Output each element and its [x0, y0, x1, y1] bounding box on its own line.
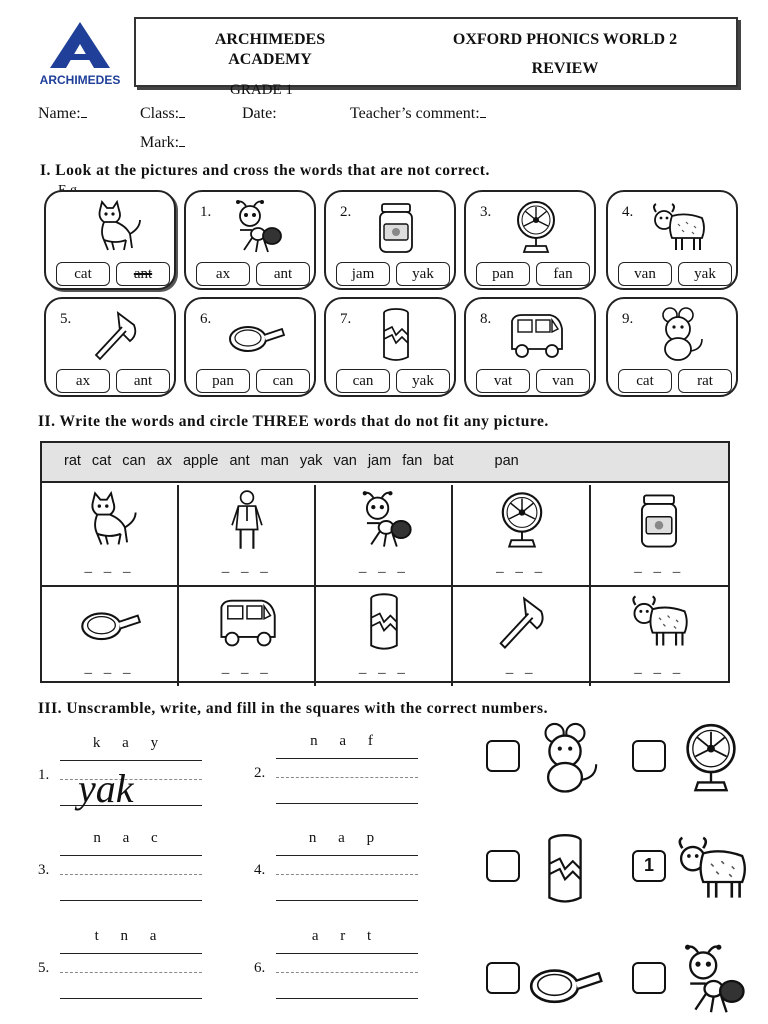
word-table	[40, 441, 730, 683]
word-card	[44, 190, 176, 290]
triangle-logo-icon	[28, 20, 132, 70]
class-field[interactable]	[140, 105, 185, 123]
section3-title: III. Unscramble, write, and fill in the squares with the correct numbers.	[38, 700, 548, 717]
writing-line[interactable]	[60, 953, 202, 954]
card-number: 7.	[340, 311, 352, 327]
number-square[interactable]: 1	[632, 850, 666, 882]
scrambled-letters: n a f	[310, 733, 382, 749]
rat-picture-icon	[648, 305, 708, 365]
card-number: 4.	[622, 204, 634, 220]
rat-picture-icon	[526, 720, 604, 798]
word-card	[606, 190, 738, 290]
writing-guide	[60, 874, 202, 875]
number-square[interactable]	[486, 740, 520, 772]
section1-title: I. Look at the pictures and cross the words that are not correct.	[40, 162, 490, 179]
scrambled-letters: k a y	[92, 735, 168, 751]
number-square[interactable]	[632, 740, 666, 772]
van-picture-icon	[215, 590, 279, 654]
card-number: 6.	[200, 311, 212, 327]
can-picture-icon	[526, 830, 604, 908]
review-label: REVIEW	[531, 60, 599, 77]
can-picture-icon	[366, 305, 426, 365]
scrambled-letters: n a p	[308, 830, 384, 846]
word-bank-item[interactable]: can	[122, 453, 146, 469]
word-card	[184, 190, 316, 290]
word-option[interactable]: ax	[56, 369, 110, 393]
pan-picture-icon	[526, 942, 604, 1020]
mark-field[interactable]	[140, 134, 185, 152]
word-card	[606, 297, 738, 397]
word-option[interactable]: yak	[396, 262, 450, 286]
mark-label: Mark:	[140, 134, 180, 151]
scrambled-letters: t n a	[94, 928, 166, 944]
writing-guide	[276, 777, 418, 778]
card-number: 1.	[200, 204, 212, 220]
writing-line[interactable]	[276, 855, 418, 856]
word-bank-item[interactable]: ant	[229, 453, 250, 469]
school-logo	[28, 20, 132, 87]
date-field[interactable]	[242, 105, 277, 123]
scrambled-letters: n a c	[93, 830, 167, 846]
word-card	[184, 297, 316, 397]
question-number: 3.	[38, 862, 50, 878]
word-option[interactable]: yak	[396, 369, 450, 393]
word-bank-item[interactable]: yak	[299, 453, 323, 469]
van-picture-icon	[506, 305, 566, 365]
writing-line[interactable]	[276, 953, 418, 954]
school-name: ARCHIMEDES ACADEMY	[214, 31, 326, 68]
word-option[interactable]: can	[336, 369, 390, 393]
answer-blank[interactable]: _ _ _	[634, 660, 685, 676]
scrambled-letters: a r t	[311, 928, 381, 944]
word-card	[464, 297, 596, 397]
word-bank-item[interactable]: apple	[182, 453, 219, 469]
card-number: 5.	[60, 311, 72, 327]
word-card	[324, 297, 456, 397]
yak-picture-icon	[648, 198, 708, 258]
fan-picture-icon	[506, 198, 566, 258]
word-card	[464, 190, 596, 290]
word-option[interactable]: cat	[618, 369, 672, 393]
ant-picture-icon	[226, 198, 286, 258]
writing-line[interactable]	[276, 803, 418, 804]
word-bank-item[interactable]: pan	[494, 453, 519, 469]
date-label: Date:	[242, 105, 277, 122]
word-bank-item[interactable]: bat	[433, 453, 454, 469]
word-bank	[64, 453, 530, 469]
number-square[interactable]	[486, 850, 520, 882]
word-card	[44, 297, 176, 397]
writing-line[interactable]	[60, 900, 202, 901]
pan-picture-icon	[78, 590, 142, 654]
writing-line[interactable]	[60, 760, 202, 761]
pan-picture-icon	[226, 305, 286, 365]
picture-cell	[179, 485, 316, 585]
picture-cell	[42, 485, 179, 585]
man-picture-icon	[215, 489, 279, 553]
comment-field[interactable]	[350, 105, 486, 123]
word-card	[324, 190, 456, 290]
comment-label: Teacher’s comment:	[350, 105, 480, 122]
picture-cell	[316, 586, 453, 686]
question-number: 4.	[254, 862, 266, 878]
question-number: 6.	[254, 960, 266, 976]
picture-cell	[179, 586, 316, 686]
word-bank-item[interactable]: fan	[402, 453, 423, 469]
word-option[interactable]: yak	[678, 262, 732, 286]
question-number: 2.	[254, 765, 266, 781]
word-option[interactable]: vat	[476, 369, 530, 393]
question-number: 1.	[38, 767, 50, 783]
word-option[interactable]: ax	[196, 262, 250, 286]
handwritten-answer: yak	[78, 766, 134, 811]
writing-guide	[276, 874, 418, 875]
cat-picture-icon	[86, 198, 146, 258]
word-option[interactable]: fan	[536, 262, 590, 286]
card-number: 8.	[480, 311, 492, 327]
answer-blank[interactable]: _ _ _	[496, 559, 547, 575]
ax-picture-icon	[86, 305, 146, 365]
card-number: 9.	[622, 311, 634, 327]
answer-blank[interactable]: _ _ _	[84, 559, 135, 575]
writing-line[interactable]	[60, 855, 202, 856]
logo-text: ARCHIMEDES	[39, 73, 121, 87]
section2-title: II. Write the words and circle THREE words that do not fit any picture.	[38, 413, 549, 430]
word-option[interactable]: jam	[336, 262, 390, 286]
course-title: OXFORD PHONICS WORLD 2	[452, 31, 678, 48]
can-picture-icon	[352, 590, 416, 654]
writing-line[interactable]	[60, 998, 202, 999]
word-bank-item[interactable]: cat	[91, 453, 112, 469]
ant-picture-icon	[672, 942, 750, 1020]
word-bank-item[interactable]: rat	[64, 453, 81, 469]
word-option[interactable]: cat	[56, 262, 110, 286]
answer-blank[interactable]: _ _ _	[221, 660, 272, 676]
fan-picture-icon	[672, 720, 750, 798]
answer-blank[interactable]: _ _	[505, 660, 537, 676]
name-label: Name:	[38, 105, 81, 122]
cat-picture-icon	[78, 489, 142, 553]
word-option[interactable]: ant	[116, 262, 170, 286]
writing-line[interactable]	[276, 900, 418, 901]
word-option[interactable]: van	[618, 262, 672, 286]
jam-picture-icon	[366, 198, 426, 258]
number-square[interactable]	[632, 962, 666, 994]
word-option[interactable]: van	[536, 369, 590, 393]
picture-cell	[591, 586, 728, 686]
ant-picture-icon	[352, 489, 416, 553]
name-field[interactable]	[38, 105, 87, 123]
word-option[interactable]: can	[256, 369, 310, 393]
writing-guide	[276, 972, 418, 973]
word-option[interactable]: pan	[196, 369, 250, 393]
card-number: 3.	[480, 204, 492, 220]
question-number: 5.	[38, 960, 50, 976]
jam-picture-icon	[627, 489, 691, 553]
writing-line[interactable]	[276, 998, 418, 999]
number-square[interactable]	[486, 962, 520, 994]
word-bank-item[interactable]: van	[333, 453, 357, 469]
class-label: Class:	[140, 105, 180, 122]
answer-blank[interactable]: _ _ _	[358, 559, 409, 575]
yak-picture-icon	[672, 830, 750, 908]
ax-picture-icon	[490, 590, 554, 654]
writing-guide	[60, 972, 202, 973]
picture-cell	[316, 485, 453, 585]
yak-picture-icon	[627, 590, 691, 654]
word-option[interactable]: rat	[678, 369, 732, 393]
picture-cell	[591, 485, 728, 585]
word-bank-header	[42, 443, 728, 483]
answer-blank[interactable]: _ _ _	[221, 559, 272, 575]
card-number: 2.	[340, 204, 352, 220]
picture-cell	[454, 586, 591, 686]
word-option[interactable]: pan	[476, 262, 530, 286]
grade-label: GRADE 1	[230, 82, 293, 98]
picture-cell	[454, 485, 591, 585]
picture-cell	[42, 586, 179, 686]
answer-blank[interactable]: _ _ _	[84, 660, 135, 676]
answer-blank[interactable]: _ _ _	[634, 559, 685, 575]
writing-line[interactable]	[276, 758, 418, 759]
answer-blank[interactable]: _ _ _	[358, 660, 409, 676]
table-row-divider	[42, 585, 728, 587]
word-bank-item[interactable]: jam	[367, 453, 392, 469]
word-bank-item[interactable]: ax	[156, 453, 172, 469]
word-option[interactable]: ant	[116, 369, 170, 393]
word-option[interactable]: ant	[256, 262, 310, 286]
word-bank-item[interactable]: man	[260, 453, 289, 469]
fan-picture-icon	[490, 489, 554, 553]
